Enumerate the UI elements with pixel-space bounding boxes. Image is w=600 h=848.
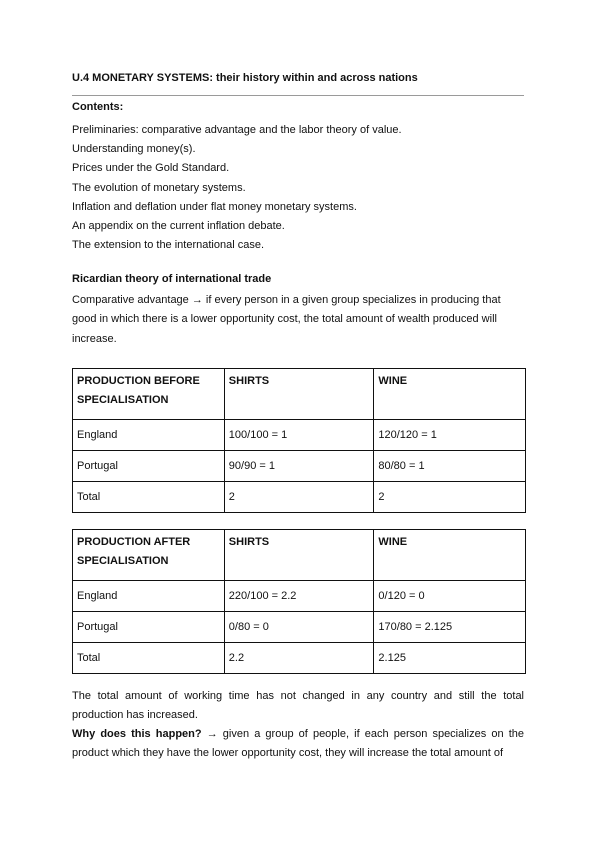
contents-item: The evolution of monetary systems. [72, 181, 246, 194]
table-header-cell: SHIRTS [224, 369, 374, 420]
table-cell: 2.2 [224, 643, 374, 674]
contents-item: Understanding money(s). [72, 143, 196, 156]
table-row [73, 420, 526, 451]
contents-item: Prices under the Gold Standard. [72, 162, 230, 175]
contents-item: An appendix on the current inflation debate. [72, 219, 285, 232]
table-cell: 2.125 [374, 643, 526, 674]
table-cell: 90/90 = 1 [224, 451, 374, 482]
table-cell: 80/80 = 1 [374, 451, 526, 482]
table-cell: 0/120 = 0 [374, 581, 526, 612]
table-header-row [73, 369, 526, 420]
paragraph-working-time: The total amount of working time has not changed in any country and still the total production has increased. [72, 690, 524, 722]
paragraph-why-lead: Why does this happen? → [72, 728, 218, 740]
table-cell: 2 [224, 482, 374, 513]
table-cell: 100/100 = 1 [224, 420, 374, 451]
paragraph-why [72, 725, 524, 764]
table-cell: Total [73, 643, 225, 674]
table-row [73, 451, 526, 482]
table-row [73, 612, 526, 643]
table-cell: England [73, 420, 225, 451]
table-header-cell: PRODUCTION AFTER SPECIALISATION [73, 530, 225, 581]
paragraph-comparative-advantage: Comparative advantage → if every person in a given group specializes in producing that good in which there is a lower opportunity cost, the total amount of wealth produced will increase. [72, 294, 501, 345]
table-cell: 220/100 = 2.2 [224, 581, 374, 612]
contents-list [72, 121, 402, 255]
contents-heading: Contents: [72, 101, 124, 113]
table-row [73, 482, 526, 513]
table-cell: 170/80 = 2.125 [374, 612, 526, 643]
table-row [73, 643, 526, 674]
contents-item: Inflation and deflation under flat money monetary systems. [72, 200, 357, 213]
table-cell: Total [73, 482, 225, 513]
table-cell: Portugal [73, 451, 225, 482]
table-cell: 0/80 = 0 [224, 612, 374, 643]
section-heading: Ricardian theory of international trade [72, 273, 272, 285]
table-cell: Portugal [73, 612, 225, 643]
table-header-cell: WINE [374, 530, 526, 581]
table-header-cell: WINE [374, 369, 526, 420]
title-divider [72, 95, 524, 96]
table-header-row [73, 530, 526, 581]
table-cell: England [73, 581, 225, 612]
table-cell: 120/120 = 1 [374, 420, 526, 451]
table-production-before [72, 368, 526, 513]
table-row [73, 581, 526, 612]
contents-item: The extension to the international case. [72, 239, 265, 252]
table-production-after [72, 529, 526, 674]
table-cell: 2 [374, 482, 526, 513]
contents-item: Preliminaries: comparative advantage and the labor theory of value. [72, 124, 402, 136]
document-title: U.4 MONETARY SYSTEMS: their history within and across nations [72, 72, 418, 84]
table-header-cell: PRODUCTION BEFORE SPECIALISATION [73, 369, 225, 420]
paragraph-why-body: given a group of people, if each person specializes on the product which they have the lower opportunity cost, they will increase the total amount of [72, 728, 524, 760]
table-header-cell: SHIRTS [224, 530, 374, 581]
